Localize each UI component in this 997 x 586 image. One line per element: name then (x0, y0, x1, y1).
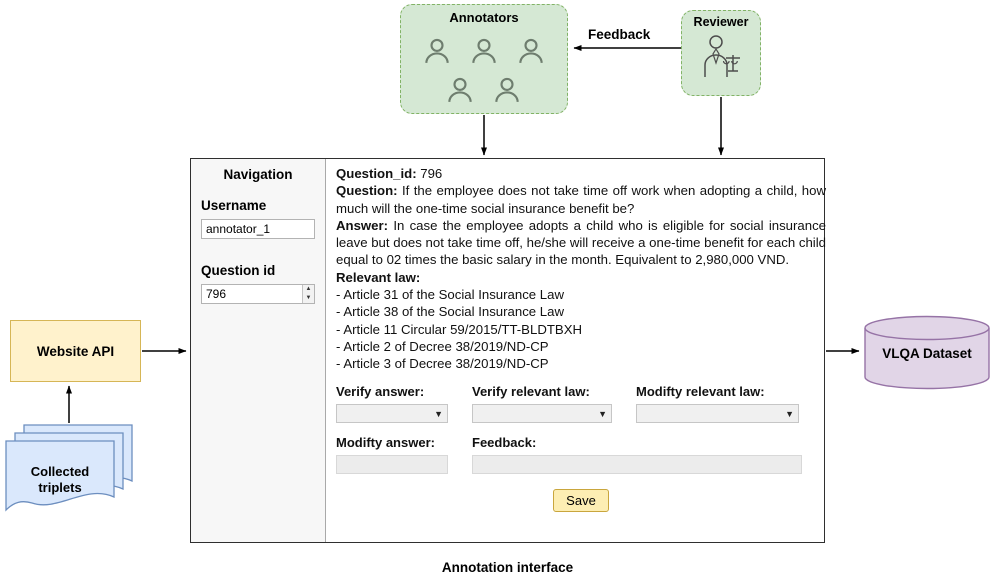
diagram-caption: Annotation interface (441, 560, 574, 575)
law-list-item: - Article 31 of the Social Insurance Law (336, 286, 564, 302)
annotator-person-icon (492, 75, 522, 105)
username-input[interactable] (201, 219, 315, 239)
verify-row (336, 383, 826, 423)
feedback-arrow-label: Feedback (588, 27, 651, 42)
question-id-stepper[interactable] (302, 285, 314, 303)
modify-answer-input[interactable] (336, 455, 448, 474)
modify-relevant-law-label: Modifty relevant law: (636, 384, 765, 400)
navigation-panel (191, 159, 326, 542)
modify-relevant-law-field (636, 383, 799, 423)
stepper-up-icon[interactable]: ▲ (303, 285, 314, 294)
reviewer-group (681, 10, 761, 96)
feedback-field (472, 434, 802, 474)
annotators-title: Annotators (449, 10, 519, 25)
verify-relevant-law-field (472, 383, 612, 423)
question-id-field-value: 796 (420, 166, 443, 181)
save-button[interactable]: Save (553, 489, 609, 512)
verify-relevant-law-select[interactable] (472, 404, 612, 423)
question-field-label: Question: (336, 183, 398, 199)
verify-answer-field (336, 383, 448, 423)
chevron-down-icon: ▼ (434, 409, 443, 420)
vlqa-dataset-node (863, 314, 991, 392)
record-panel (326, 159, 836, 542)
question-field-text: If the employee does not take time off work when adopting a child, how much will the one-time social insurance benefit be? (336, 183, 826, 216)
modify-answer-label: Modifty answer: (336, 435, 435, 451)
username-label: Username (201, 198, 267, 213)
law-list-item: - Article 2 of Decree 38/2019/ND-CP (336, 338, 549, 354)
law-list-item: - Article 38 of the Social Insurance Law (336, 304, 564, 320)
save-row (336, 489, 826, 512)
annotator-person-icon (422, 36, 452, 66)
feedback-input[interactable] (472, 455, 802, 474)
answer-field-label: Answer: (336, 217, 389, 233)
collected-triplets-node (4, 424, 136, 519)
verify-answer-label: Verify answer: (336, 384, 425, 400)
annotator-person-icon (469, 36, 499, 66)
answer-field-text: In case the employee adopts a child who is eligible for social insurance leave but does not take time off, he/she will receive a one-time benefit for each child equal to 02 times the basic salary in the month. Equivalent to 2,980,000 VND. (336, 217, 826, 268)
chevron-down-icon: ▼ (598, 409, 607, 420)
annotator-person-icon (516, 36, 546, 66)
website-api-node (10, 320, 141, 382)
edit-row (336, 434, 826, 474)
law-list-item: - Article 11 Circular 59/2015/TT-BLDTBXH (336, 321, 583, 337)
law-list-item: - Article 3 of Decree 38/2019/ND-CP (336, 356, 549, 372)
question-id-label: Question id (201, 263, 276, 278)
verify-relevant-law-label: Verify relevant law: (472, 384, 590, 400)
collected-triplets-label: Collected triplets (30, 464, 90, 496)
reviewer-title: Reviewer (693, 15, 749, 29)
chevron-down-icon: ▼ (785, 409, 794, 420)
record-question-id-line (336, 165, 826, 182)
feedback-label: Feedback: (472, 435, 537, 451)
annotation-interface-window (190, 158, 825, 543)
vlqa-dataset-label: VLQA Dataset (882, 346, 972, 361)
annotators-group (400, 4, 568, 114)
question-id-input[interactable] (201, 284, 315, 304)
verify-answer-select[interactable] (336, 404, 448, 423)
modify-answer-field (336, 434, 448, 474)
website-api-label: Website API (36, 343, 115, 359)
record-answer-line (336, 217, 826, 269)
question-id-field-label: Question_id: (336, 166, 417, 181)
annotator-person-icon (445, 75, 475, 105)
stepper-down-icon[interactable]: ▼ (303, 294, 314, 303)
modify-relevant-law-select[interactable] (636, 404, 799, 423)
navigation-title: Navigation (223, 167, 293, 182)
record-question-line (336, 182, 826, 217)
relevant-law-heading: Relevant law: (336, 269, 421, 285)
reviewer-judge-icon (682, 31, 760, 83)
